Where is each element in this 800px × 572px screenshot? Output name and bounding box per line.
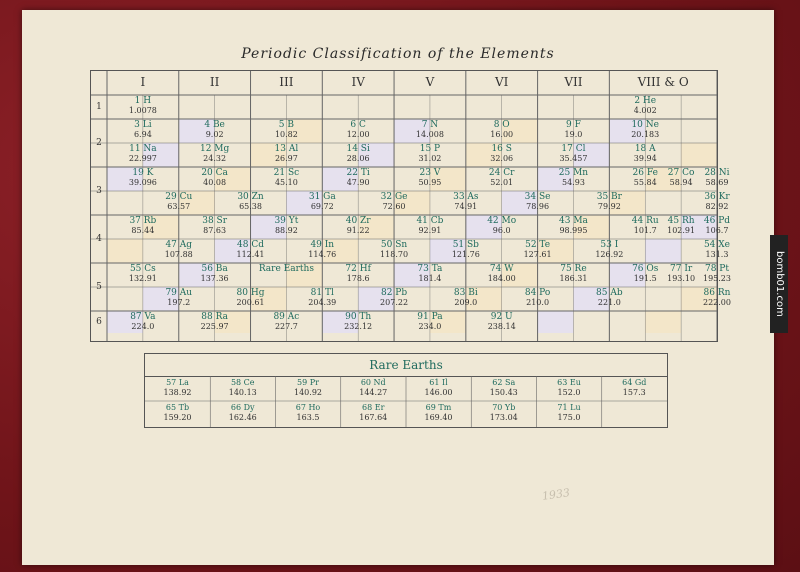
group-header: I [140,75,146,89]
element-mass: 92.91 [418,226,442,235]
element-mass: 87.63 [203,226,227,235]
period-label: 1 [96,102,102,112]
element-symbol: 87 Va [130,312,156,322]
element-mass: 175.0 [557,413,581,422]
element-symbol: 79 Au [165,288,193,298]
element-cell [466,313,538,331]
element-symbol: 36 Kr [704,192,730,202]
element-mass: 69.72 [310,202,334,211]
element-symbol: 21 Sc [273,168,300,178]
element-cell [466,121,538,139]
element-mass: 101.7 [633,226,657,235]
element-symbol: 58 Ce [230,378,255,387]
rare-earth-cell [210,403,275,428]
element-mass: 127.61 [523,250,552,259]
watermark-tag: bomb01.com [770,235,788,333]
paper-sheet [22,10,774,565]
element-symbol: 49 In [310,240,335,250]
element-symbol: 67 Ho [295,403,321,412]
element-symbol: 15 P [419,144,441,154]
element-symbol: 51 Sb [452,240,479,250]
element-symbol: 9 F [566,120,581,130]
element-mass: 121.76 [451,250,480,259]
rare-earth-cell [145,378,210,403]
element-cell [681,169,753,187]
element-cell [143,193,215,211]
element-mass: 186.31 [559,274,588,283]
element-symbol: 47 Ag [165,240,193,250]
element-symbol: 17 Cl [561,144,586,154]
element-mass: 39.94 [633,154,657,163]
element-cell [215,241,287,259]
element-symbol: 26 Fe [632,168,658,178]
element-symbol: 4 Be [204,120,225,130]
element-cell [538,217,610,235]
element-cell [179,265,251,283]
element-symbol: 29 Cu [165,192,193,202]
element-cell [573,241,645,259]
element-symbol: 19 K [132,168,154,178]
element-mass: 52.01 [490,178,514,187]
group-header: IV [351,75,365,89]
element-symbol: 72 Hf [345,264,371,274]
tinted-cell [681,143,717,167]
element-mass: 85.44 [131,226,155,235]
element-mass: 45.10 [274,178,298,187]
element-symbol: 45 Rh [667,216,695,226]
element-symbol: 42 Mo [487,216,517,226]
element-cell [179,169,251,187]
element-cell [502,193,574,211]
rare-earth-cell [537,378,602,403]
element-mass: 221.0 [597,298,621,307]
element-mass: 4.002 [633,106,657,115]
element-mass: 126.92 [595,250,624,259]
element-symbol: 88 Ra [201,312,228,322]
element-cell [251,265,323,274]
element-symbol: 14 Si [346,144,370,154]
element-cell [286,241,358,259]
element-symbol: 86 Rn [703,288,731,298]
element-mass: 79.92 [597,202,621,211]
element-symbol: 40 Zr [345,216,371,226]
element-cell [681,193,753,211]
element-cell [394,145,466,163]
page-title: Periodic Classification of the Elements [241,46,555,62]
element-cell [107,313,179,331]
element-symbol: 55 Cs [129,264,156,274]
element-symbol: 78 Pt [704,264,729,274]
element-symbol: 33 As [453,192,479,202]
element-cell [538,145,610,163]
element-cell [322,169,394,187]
element-symbol: 23 V [419,168,441,178]
element-symbol: 90 Th [345,312,372,322]
element-mass: 50.95 [418,178,442,187]
element-mass: 132.91 [128,274,157,283]
element-cell [609,145,681,163]
element-cell [394,265,466,283]
element-symbol: 7 N [421,120,439,130]
element-mass: 31.02 [418,154,442,163]
element-symbol: 24 Cr [488,168,515,178]
group-header: III [279,75,294,89]
element-cell [466,145,538,163]
element-symbol: 11 Na [129,144,157,154]
element-mass: 91.22 [346,226,370,235]
element-mass: 138.92 [163,388,192,397]
element-mass: 162.46 [228,413,257,422]
element-symbol: 16 S [491,144,512,154]
element-mass: 63.57 [167,202,191,211]
element-mass: 12.00 [346,130,370,139]
element-cell [107,97,179,115]
element-symbol: 44 Ru [631,216,659,226]
rare-earth-cell [602,378,667,403]
element-cell [179,145,251,163]
element-cell [538,121,610,139]
element-symbol: 83 Bi [453,288,478,298]
element-cell [322,145,394,163]
element-symbol: 73 Ta [417,264,443,274]
element-mass: 225.97 [200,322,229,331]
element-mass: 209.0 [454,298,478,307]
element-symbol: 63 Eu [557,378,581,387]
element-mass: 114.76 [308,250,337,259]
element-symbol: 46 Pd [703,216,731,226]
rare-earth-cell [537,403,602,428]
group-header: VI [494,75,509,89]
element-mass: 35.457 [559,154,588,163]
element-symbol: 35 Br [596,192,622,202]
element-symbol: 3 Li [134,120,152,130]
element-symbol: 68 Er [362,403,385,412]
element-mass: 140.92 [294,388,322,397]
rare-earth-cell [406,403,471,428]
element-cell [394,121,466,139]
element-cell [322,313,394,331]
element-mass: 106.7 [705,226,729,235]
element-symbol: 56 Ba [201,264,228,274]
element-mass: 72.60 [382,202,406,211]
element-cell [322,121,394,139]
element-cell [573,289,645,307]
element-cell [609,121,681,139]
element-symbol: 22 Ti [346,168,370,178]
element-cell [143,241,215,259]
element-cell [430,193,502,211]
element-cell [681,241,753,259]
element-symbol: 10 Ne [631,120,659,130]
element-mass: 222.00 [702,298,731,307]
group-header: V [425,75,435,89]
element-symbol: 91 Pa [417,312,443,322]
element-mass: 178.6 [346,274,370,283]
element-cell [143,289,215,307]
element-cell [358,193,430,211]
element-cell [251,145,323,163]
element-mass: 19.0 [564,130,583,139]
element-cell [466,265,538,283]
rare-earth-cell [276,403,341,428]
element-cell [538,265,610,283]
element-cell [609,97,681,115]
periodic-table [90,70,731,342]
element-cell [251,313,323,331]
rare-earth-cell [145,403,210,428]
element-cell [107,121,179,139]
element-symbol: 60 Nd [360,378,386,387]
element-mass: 74.91 [454,202,478,211]
element-mass: 163.5 [296,413,320,422]
element-symbol: 1 H [134,96,152,106]
element-symbol: 43 Ma [559,216,588,226]
element-mass: 10.82 [274,130,298,139]
tinted-cell [107,239,143,263]
rare-earth-cell [471,403,536,428]
period-label: 6 [96,317,102,327]
group-header: VIII & O [637,75,689,89]
element-cell [502,289,574,307]
element-symbol: 76 Os [632,264,659,274]
element-mass: 210.0 [526,298,550,307]
element-mass: 184.00 [487,274,516,283]
rare-earths-table [144,353,668,428]
element-mass: 173.04 [489,413,518,422]
element-mass: 131.3 [705,250,729,259]
element-mass: 9.02 [205,130,224,139]
element-symbol: 85 Ab [596,288,623,298]
element-symbol: 38 Sr [202,216,228,226]
element-symbol: 8 O [493,120,510,130]
element-cell [179,121,251,139]
element-symbol: 89 Ac [273,312,300,322]
element-symbol: 50 Sn [380,240,408,250]
element-mass: 169.40 [424,413,453,422]
element-symbol: 20 Ca [201,168,228,178]
element-symbol: 12 Mg [199,144,230,154]
element-mass: 140.13 [228,388,257,397]
element-symbol: 69 Tm [425,403,452,412]
element-mass: 88.92 [274,226,298,235]
element-symbol: 6 C [350,120,366,130]
element-mass: 227.7 [274,322,298,331]
element-cell [394,169,466,187]
element-symbol: 34 Se [524,192,551,202]
element-mass: 22.997 [128,154,157,163]
tinted-cell [645,311,681,333]
element-symbol: 13 Al [274,144,299,154]
element-mass: 24.32 [203,154,227,163]
element-mass: 157.3 [622,388,646,397]
element-mass: 98.995 [559,226,588,235]
element-cell [215,289,287,307]
element-cell [179,313,251,331]
group-header: VII [564,75,583,89]
element-cell [107,265,179,283]
element-cell [466,217,538,235]
period-label: 5 [96,282,102,292]
element-mass: 26.97 [274,154,298,163]
element-mass: 112.41 [236,250,265,259]
element-cell [358,289,430,307]
element-mass: 150.43 [489,388,518,397]
element-cell [107,217,179,235]
element-symbol: 71 Lu [557,403,581,412]
element-symbol: 75 Re [560,264,587,274]
element-symbol: 59 Pr [297,378,319,387]
element-symbol: 61 Il [429,378,448,387]
element-mass: 1.0078 [128,106,157,115]
element-mass: 152.0 [557,388,581,397]
element-mass: 234.0 [418,322,442,331]
element-symbol: 62 Sa [492,378,516,387]
element-cell [573,193,645,211]
element-mass: 78.96 [526,202,550,211]
element-cell [322,217,394,235]
element-symbol: 5 B [278,120,294,130]
tinted-cell [645,239,681,263]
element-symbol: Rare Earths [258,264,314,274]
element-cell [286,193,358,211]
element-cell [107,169,179,187]
element-mass: 65.38 [239,202,262,211]
element-cell [251,217,323,235]
element-mass: 200.61 [236,298,265,307]
element-mass: 193.10 [667,274,696,283]
element-symbol: 64 Gd [622,378,647,387]
element-symbol: 84 Po [524,288,551,298]
element-symbol: 32 Ge [380,192,408,202]
period-label: 2 [96,138,102,148]
element-symbol: 37 Rb [129,216,157,226]
pencil-signature: 1933 [541,486,571,503]
element-mass: 238.14 [487,322,516,331]
element-cell [394,217,466,235]
element-symbol: 48 Cd [237,240,264,250]
element-cell [502,241,574,259]
element-mass: 82.92 [705,202,729,211]
element-mass: 181.4 [418,274,442,283]
element-mass: 32.06 [490,154,514,163]
element-mass: 144.27 [359,388,388,397]
element-cell [538,169,610,187]
element-symbol: 57 La [166,378,189,387]
element-symbol: 28 Ni [704,168,730,178]
element-symbol: 65 Tb [165,403,190,412]
element-cell [179,217,251,235]
element-symbol: 81 Tl [310,288,334,298]
element-mass: 204.39 [308,298,337,307]
element-symbol: 27 Co [667,168,695,178]
element-cell [358,241,430,259]
element-cell [681,289,753,307]
element-cell [430,289,502,307]
rare-earth-cell [341,378,406,403]
element-mass: 102.91 [667,226,696,235]
element-symbol: 74 W [489,264,514,274]
element-symbol: 41 Cb [416,216,444,226]
rare-earth-cell [276,378,341,403]
rare-earth-cell [471,378,536,403]
element-symbol: 52 Te [525,240,551,250]
element-mass: 118.70 [380,250,409,259]
element-mass: 137.36 [200,274,229,283]
element-mass: 54.93 [562,178,585,187]
element-symbol: 18 A [634,144,656,154]
period-label: 4 [96,234,102,244]
element-symbol: 54 Xe [703,240,730,250]
element-mass: 146.00 [424,388,453,397]
element-mass: 6.94 [133,130,152,139]
rare-earth-cell [341,403,406,428]
element-mass: 167.64 [359,413,388,422]
element-symbol: 80 Hg [236,288,265,298]
tinted-cell [538,311,574,333]
element-mass: 20.183 [631,130,660,139]
element-mass: 107.88 [164,250,193,259]
element-cell [681,265,753,283]
element-mass: 55.84 [633,178,657,187]
element-cell [681,217,753,235]
element-symbol: 53 I [600,240,619,250]
element-mass: 28.06 [346,154,370,163]
element-symbol: 25 Mn [558,168,589,178]
element-mass: 47.90 [346,178,370,187]
element-symbol: 92 U [490,312,513,322]
element-mass: 16.00 [490,130,514,139]
element-mass: 14.008 [415,130,444,139]
element-cell [215,193,287,211]
rare-earth-cell [406,378,471,403]
element-cell [466,169,538,187]
element-mass: 58.69 [705,178,729,187]
element-symbol: 2 He [634,96,657,106]
element-mass: 96.0 [492,226,511,235]
element-mass: 191.5 [633,274,657,283]
rare-earth-cell [210,378,275,403]
element-cell [251,121,323,139]
element-symbol: 39 Yt [274,216,299,226]
rare-earths-title: Rare Earths [145,354,667,377]
element-symbol: 77 Ir [670,264,693,274]
element-symbol: 30 Zn [237,192,264,202]
element-mass: 58.94 [669,178,693,187]
element-mass: 40.08 [203,178,227,187]
element-cell [251,169,323,187]
period-label: 3 [96,186,102,196]
element-symbol: 82 Pb [380,288,408,298]
element-cell [107,145,179,163]
element-symbol: 70 Yb [492,403,516,412]
element-mass: 224.0 [131,322,155,331]
element-cell [430,241,502,259]
element-mass: 197.2 [167,298,191,307]
element-mass: 207.22 [380,298,409,307]
element-mass: 159.20 [163,413,192,422]
element-cell [394,313,466,331]
element-mass: 39.096 [128,178,157,187]
element-symbol: 66 Dy [230,403,255,412]
element-cell [286,289,358,307]
element-mass: 195.23 [702,274,731,283]
element-mass: 232.12 [344,322,373,331]
element-symbol: 31 Ga [308,192,336,202]
element-cell [322,265,394,283]
group-header: II [209,75,220,89]
